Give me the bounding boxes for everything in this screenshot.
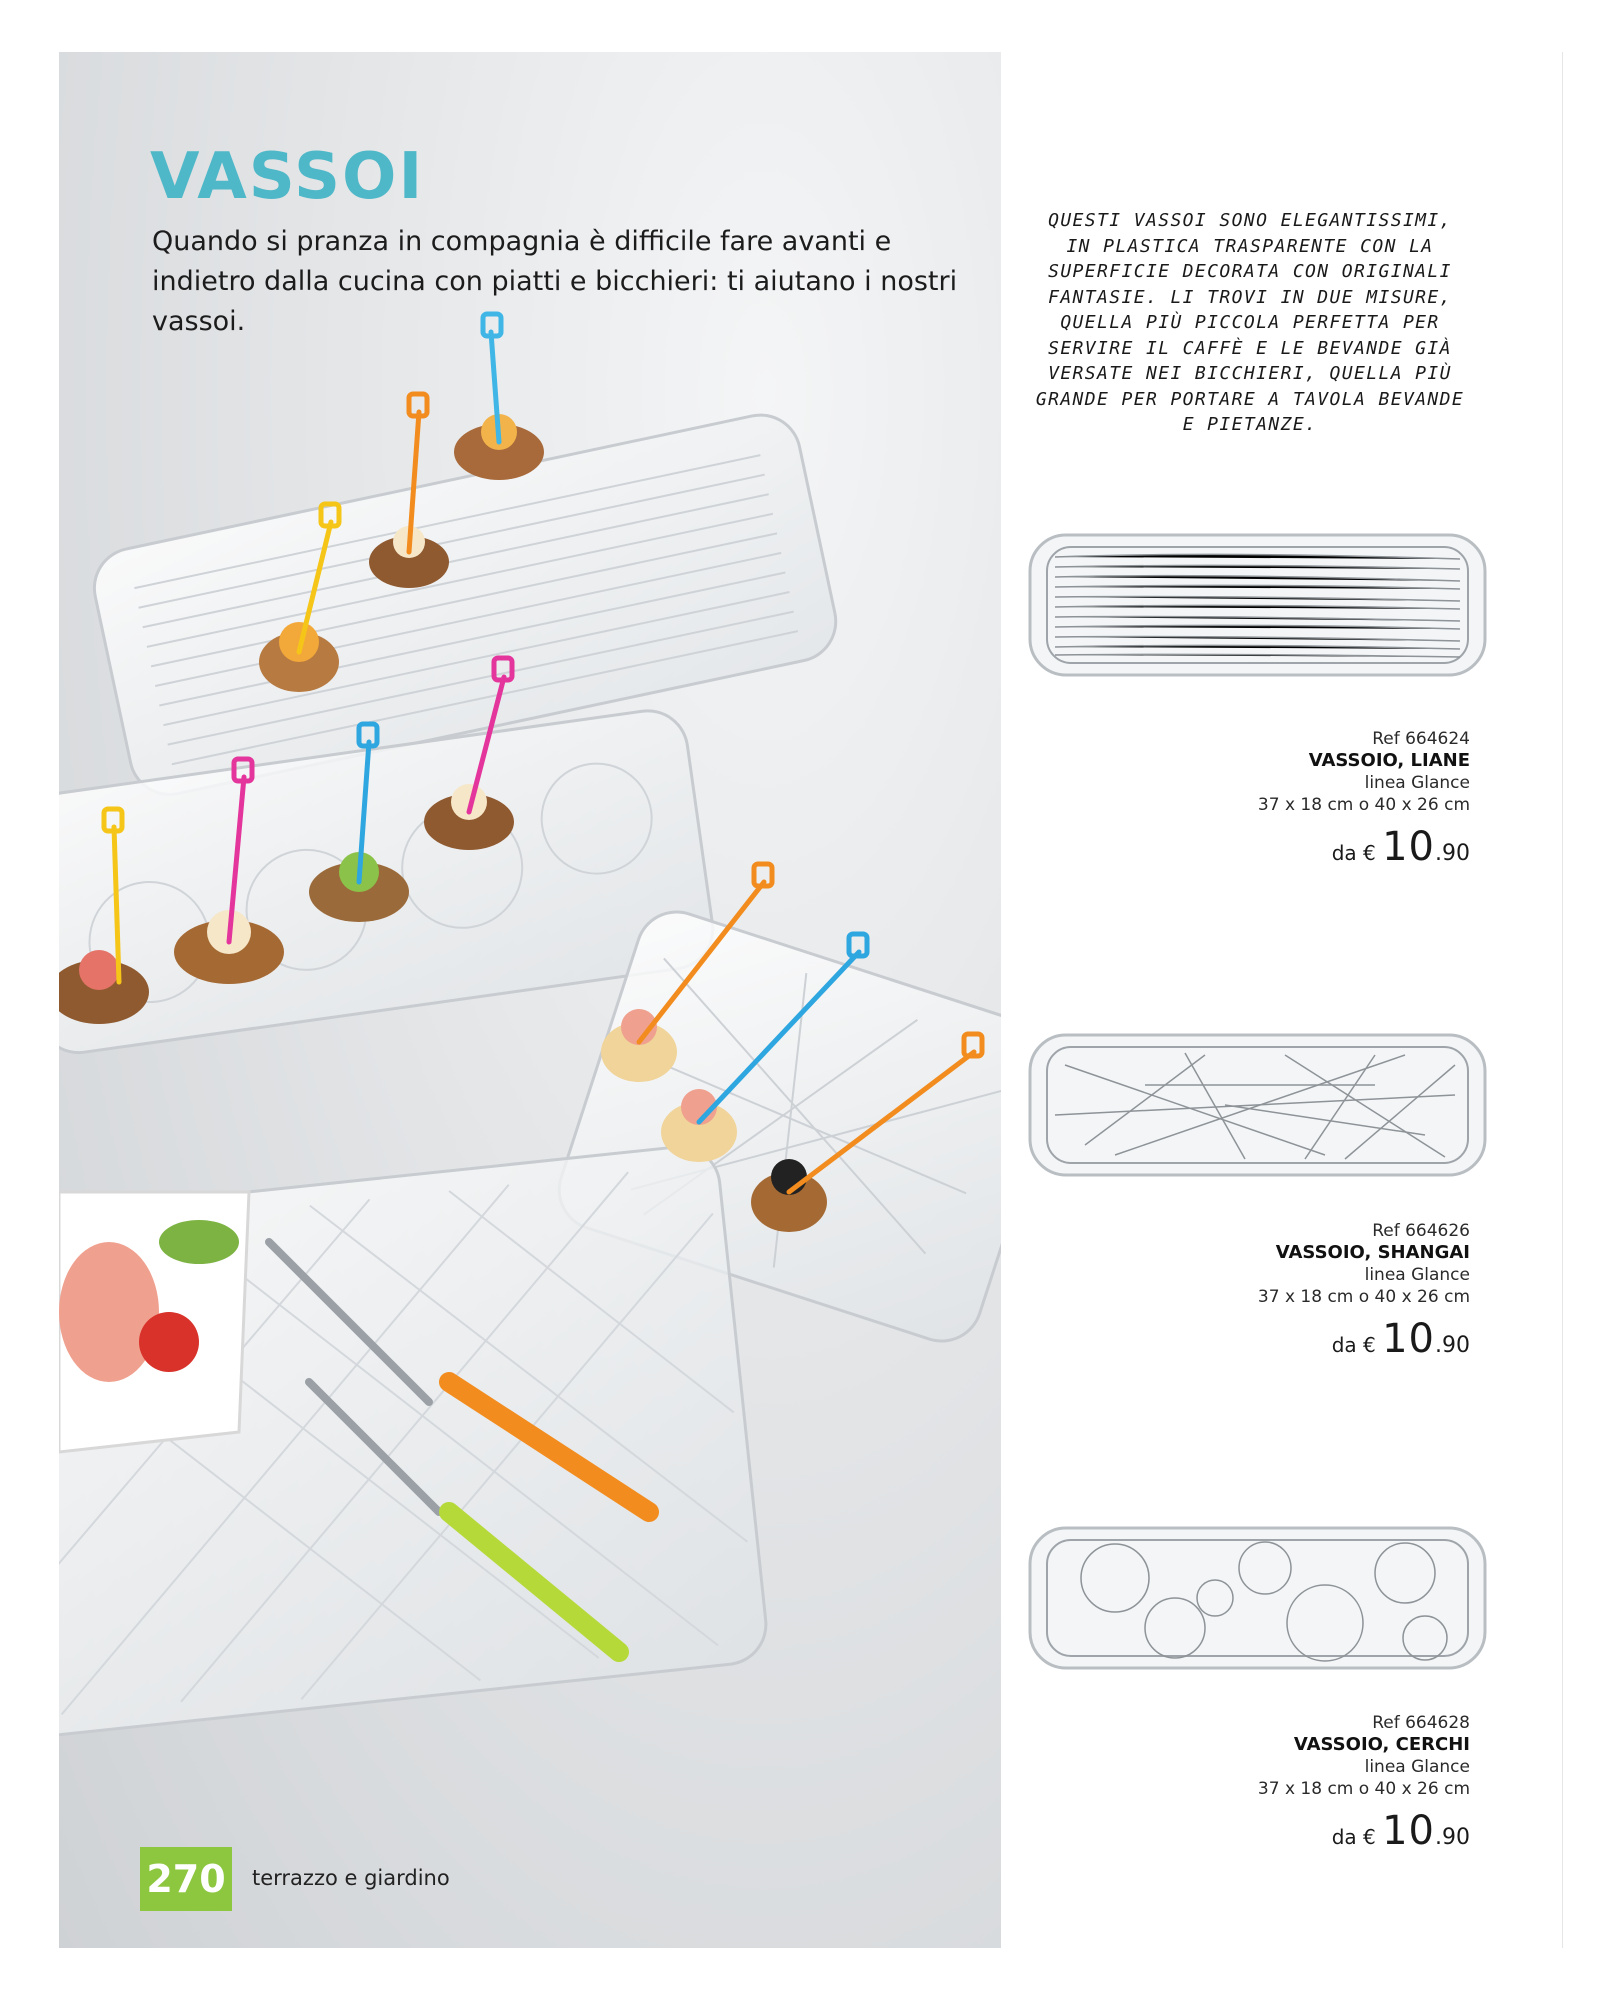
product-liane (1170, 728, 1470, 870)
product-shangai (1170, 1220, 1470, 1362)
description-note: QUESTI VASSOI SONO ELEGANTISSIMI, IN PLASTICA TRASPARENTE CON LA SUPERFICIE DECORATA CON ORIGINALI FANTASIE. LI TROVI IN DUE MISURE, QUELLA PIÙ PICCOLA PERFETTA PER SERVIRE IL CAFFÈ E LE BEVANDE GIÀ VERSATE NEI BICCHIERI, QUELLA PIÙ GRANDE PER PORTARE A TAVOLA BEVANDE E PIETANZE. (1035, 210, 1465, 435)
price-prefix: da € (1331, 1825, 1376, 1849)
product-line: linea Glance (1364, 773, 1470, 793)
product-ref: Ref 664624 (1372, 729, 1470, 749)
product-cerchi (1170, 1712, 1470, 1854)
price-integer: 10 (1382, 824, 1435, 870)
price-decimals: .90 (1435, 1825, 1470, 1850)
product-ref: Ref 664628 (1372, 1713, 1470, 1733)
product-price (1170, 824, 1470, 870)
tray-thumbnail-cerchi (1025, 1518, 1490, 1678)
product-name: VASSOIO, SHANGAI (1275, 1242, 1470, 1263)
tray-thumbnail-liane (1025, 525, 1490, 685)
product-ref: Ref 664626 (1372, 1221, 1470, 1241)
product-price (1170, 1316, 1470, 1362)
product-name: VASSOIO, LIANE (1308, 750, 1470, 771)
tray-thumbnail-shangai (1025, 1025, 1490, 1185)
page-title: VASSOI (150, 140, 425, 214)
section-name: terrazzo e giardino (252, 1866, 450, 1890)
price-integer: 10 (1382, 1808, 1435, 1854)
price-integer: 10 (1382, 1316, 1435, 1362)
price-decimals: .90 (1435, 1333, 1470, 1358)
product-size: 37 x 18 cm o 40 x 26 cm (1257, 1287, 1470, 1307)
food-bowl (59, 1192, 249, 1452)
product-size: 37 x 18 cm o 40 x 26 cm (1257, 795, 1470, 815)
price-prefix: da € (1331, 1333, 1376, 1357)
product-line: linea Glance (1364, 1265, 1470, 1285)
page-number: 270 (140, 1847, 232, 1911)
intro-text: Quando si pranza in compagnia è difficile fare avanti e indietro dalla cucina con piatti e bicchieri: ti aiutano i nostri vassoi. (152, 226, 958, 337)
product-line: linea Glance (1364, 1757, 1470, 1777)
page-edge-divider (1562, 52, 1563, 1948)
price-decimals: .90 (1435, 841, 1470, 866)
product-price (1170, 1808, 1470, 1854)
price-prefix: da € (1331, 841, 1376, 865)
product-size: 37 x 18 cm o 40 x 26 cm (1257, 1779, 1470, 1799)
product-name: VASSOIO, CERCHI (1293, 1734, 1470, 1755)
